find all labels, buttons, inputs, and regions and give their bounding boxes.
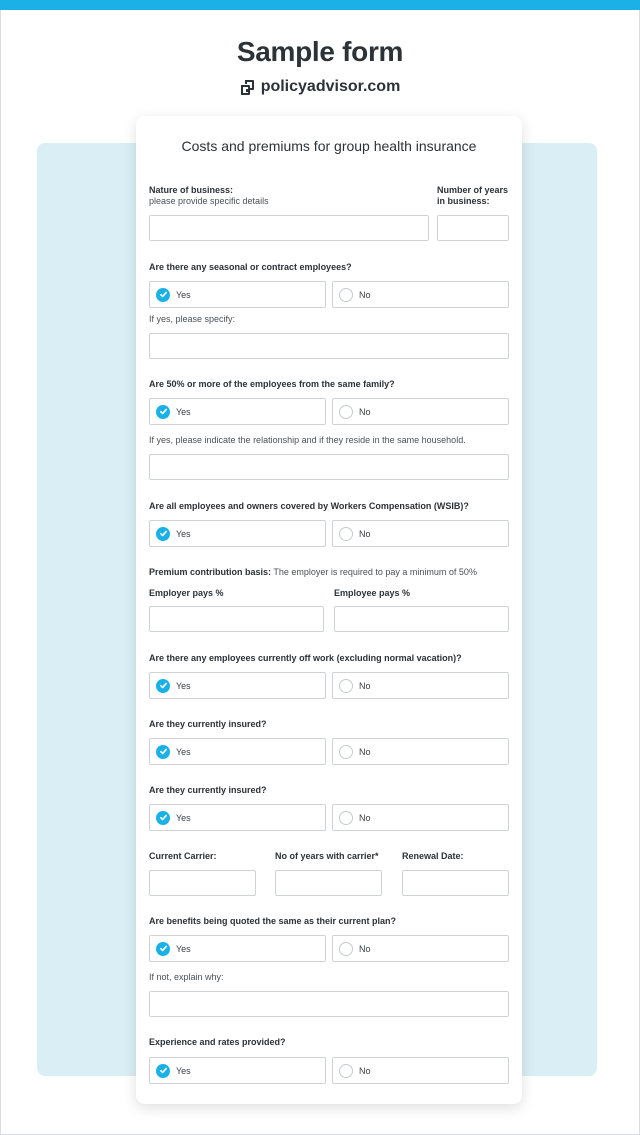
yes-option[interactable] <box>149 935 326 962</box>
yes-option[interactable] <box>149 672 326 699</box>
current-carrier-input[interactable] <box>149 870 256 896</box>
explain-why-label: If not, explain why: <box>149 972 224 982</box>
current-carrier-label: Current Carrier: <box>149 851 217 861</box>
employee-pays-input[interactable] <box>334 606 509 632</box>
seasonal-specify-input[interactable] <box>149 333 509 359</box>
no-option[interactable] <box>332 804 509 831</box>
checked-circle-icon <box>156 527 170 541</box>
checked-circle-icon <box>156 679 170 693</box>
years-with-carrier-label: No of years with carrier* <box>275 851 379 861</box>
no-label: No <box>359 746 371 757</box>
yes-option[interactable] <box>149 281 326 308</box>
no-label: No <box>359 812 371 823</box>
no-option[interactable] <box>332 738 509 765</box>
page-title: Sample form <box>236 36 404 67</box>
checked-circle-icon <box>156 288 170 302</box>
checked-circle-icon <box>156 1064 170 1078</box>
no-option[interactable] <box>332 281 509 308</box>
radio-circle-icon <box>339 745 353 759</box>
checked-circle-icon <box>156 942 170 956</box>
premium-basis-label: Premium contribution basis: <box>149 567 272 577</box>
yes-option[interactable] <box>149 1057 326 1084</box>
yes-option[interactable] <box>149 738 326 765</box>
top-accent-bar <box>0 0 640 10</box>
question-label: Are all employees and owners covered by Workers Compensation (WSIB)? <box>149 501 469 511</box>
checked-circle-icon <box>156 745 170 759</box>
yes-label: Yes <box>176 406 191 417</box>
form-card <box>136 116 522 1104</box>
yes-option[interactable] <box>149 398 326 425</box>
yes-option[interactable] <box>149 520 326 547</box>
yes-label: Yes <box>176 812 191 823</box>
radio-circle-icon <box>339 811 353 825</box>
nature-of-business-sublabel: please provide specific details <box>149 196 269 206</box>
no-label: No <box>359 528 371 539</box>
no-option[interactable] <box>332 520 509 547</box>
question-label: Are they currently insured? <box>149 785 267 795</box>
radio-circle-icon <box>339 942 353 956</box>
years-in-business-label-2: in business: <box>437 196 490 206</box>
yes-label: Yes <box>176 746 191 757</box>
no-option[interactable] <box>332 398 509 425</box>
yes-label: Yes <box>176 1065 191 1076</box>
radio-circle-icon <box>339 1064 353 1078</box>
checked-circle-icon <box>156 405 170 419</box>
employer-pays-label: Employer pays % <box>149 588 224 598</box>
question-label: Are they currently insured? <box>149 719 267 729</box>
employee-pays-label: Employee pays % <box>334 588 411 598</box>
explain-why-input[interactable] <box>149 991 509 1017</box>
brand-name: policyadvisor.com <box>260 78 401 95</box>
policyadvisor-logo-icon <box>240 79 255 96</box>
yes-label: Yes <box>176 680 191 691</box>
employer-pays-input[interactable] <box>149 606 324 632</box>
seasonal-specify-label: If yes, please specify: <box>149 314 236 324</box>
renewal-date-label: Renewal Date: <box>402 851 464 861</box>
years-with-carrier-input[interactable] <box>275 870 382 896</box>
no-option[interactable] <box>332 935 509 962</box>
brand <box>0 78 640 96</box>
no-label: No <box>359 406 371 417</box>
years-in-business-label-1: Number of years <box>437 185 509 195</box>
premium-basis-text <box>149 567 477 578</box>
question-label: Experience and rates provided? <box>149 1037 286 1047</box>
radio-circle-icon <box>339 527 353 541</box>
no-label: No <box>359 289 371 300</box>
radio-circle-icon <box>339 405 353 419</box>
family-relationship-label: If yes, please indicate the relationship and if they reside in the same household. <box>149 435 466 445</box>
no-option[interactable] <box>332 1057 509 1084</box>
no-label: No <box>359 1065 371 1076</box>
question-label: Are there any employees currently off work (excluding normal vacation)? <box>149 653 462 663</box>
radio-circle-icon <box>339 288 353 302</box>
radio-circle-icon <box>339 679 353 693</box>
years-in-business-input[interactable] <box>437 215 509 241</box>
checked-circle-icon <box>156 811 170 825</box>
question-label: Are 50% or more of the employees from the same family? <box>149 379 395 389</box>
no-option[interactable] <box>332 672 509 699</box>
no-label: No <box>359 943 371 954</box>
yes-label: Yes <box>176 289 191 300</box>
renewal-date-input[interactable] <box>402 870 509 896</box>
yes-option[interactable] <box>149 804 326 831</box>
no-label: No <box>359 680 371 691</box>
yes-label: Yes <box>176 528 191 539</box>
nature-of-business-label: Nature of business: <box>149 185 234 195</box>
yes-label: Yes <box>176 943 191 954</box>
family-relationship-input[interactable] <box>149 454 509 480</box>
premium-basis-note: The employer is required to pay a minimum of 50% <box>271 567 477 577</box>
question-label: Are benefits being quoted the same as their current plan? <box>149 916 397 926</box>
question-label: Are there any seasonal or contract employees? <box>149 262 352 272</box>
form-title: Costs and premiums for group health insurance <box>181 138 477 154</box>
nature-of-business-input[interactable] <box>149 215 429 241</box>
